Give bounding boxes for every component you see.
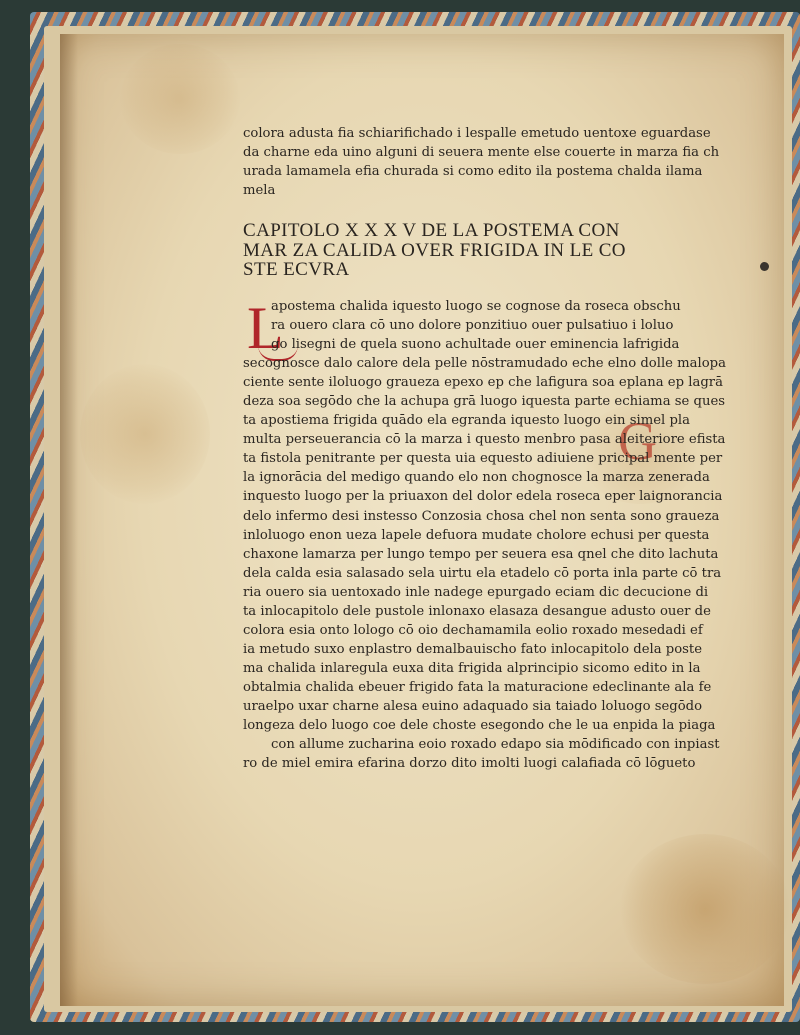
- text-line: ta fistola penitrante per questa uia equesto adiuiene pricipal mente per: [243, 451, 723, 467]
- heading-line: STE ECVRA: [243, 259, 350, 280]
- text-line: uraelpo uxar charne alesa euino adaquado sia taiado loluogo segōdo: [243, 698, 703, 714]
- text-line: ia metudo suxo enplastro demalbauischo fato inlocapitolo dela poste: [243, 641, 703, 657]
- text-line: con allume zucharina eoio roxado edapo sia mōdificado con inpiast: [271, 737, 720, 753]
- text-line: ciente sente iloluogo graueza epexo ep che lafigura soa eplana ep lagrā: [243, 375, 723, 391]
- text-line: chaxone lamarza per lungo tempo per seuera esa qnel che dito lachuta: [243, 546, 719, 562]
- chapter-heading: [243, 221, 693, 280]
- chapter-body: [243, 297, 726, 773]
- text-line: mela: [243, 183, 276, 198]
- text-line: go lisegni de quela suono achultade ouer eminencia lafrigida: [271, 337, 680, 353]
- text-line: da charne eda uino alguni di seuera mente else couerte in marza fia ch: [243, 145, 720, 160]
- text-line: inquesto luogo per la priuaxon del dolor edela roseca eper laignorancia: [243, 489, 723, 505]
- side-rubric-initial: G: [618, 411, 657, 471]
- foxing-stain: [80, 364, 210, 504]
- text-line: secognosce dalo calore dela pelle nōstramudado eche elno dolle malopa: [243, 356, 726, 372]
- ink-dot-icon: [760, 262, 769, 271]
- foxing-stain: [620, 834, 790, 984]
- text-line: longeza delo luogo coe dele choste esegondo che le ua enpida la piaga: [243, 718, 716, 734]
- text-line: ta inlocapitolo dele pustole inlonaxo elasaza desangue adusto ouer de: [243, 603, 711, 619]
- text-line: multa perseuerancia cō la marza i questo menbro pasa aleiteriore efista: [243, 432, 726, 448]
- text-line: ta apostiema frigida quādo ela egranda iquesto luogo ein simel pla: [243, 413, 690, 429]
- text-line: ria ouero sia uentoxado inle nadege epurgado eciam dic decucione di: [243, 584, 709, 600]
- text-line: delo infermo desi instesso Conzosia chosa chel non senta sono graueza: [243, 508, 720, 524]
- text-line: apostema chalida iquesto luogo se cognose da roseca obschu: [271, 299, 681, 314]
- text-line: la ignorācia del medigo quando elo non chognosce la marza zenerada: [243, 470, 710, 486]
- text-line: colora adusta fia schiarifichado i lespalle emetudo uentoxe eguardase: [243, 126, 711, 141]
- heading-line: MAR ZA CALIDA OVER FRIGIDA IN LE CO: [243, 239, 626, 261]
- text-line: obtalmia chalida ebeuer frigido fata la maturacione edeclinante ala fe: [243, 679, 712, 695]
- heading-line: CAPITOLO X X X V DE LA POSTEMA CON: [243, 220, 620, 241]
- binding-shadow: [60, 34, 78, 1006]
- text-line: urada lamamela efia churada si como edito ila postema chalda ilama: [243, 164, 703, 179]
- intro-paragraph: [243, 124, 720, 200]
- text-line: dela calda esia salasado sela uirtu ela etadelo cō porta inla parte cō tra: [243, 565, 722, 581]
- text-line: colora esia onto lologo cō oio dechamamila eolio roxado mesedadi ef: [243, 622, 703, 638]
- foxing-stain: [120, 44, 240, 154]
- text-line: ro de miel emira efarina dorzo dito imolti luogi calafiada cō lōgueto: [243, 756, 696, 772]
- text-line: deza soa segōdo che la achupa grā luogo iquesta parte echiama se ques: [243, 394, 726, 410]
- text-line: inloluogo enon ueza lapele defuora mudate cholore echusi per questa: [243, 527, 710, 543]
- rubricated-initial: L: [247, 295, 284, 361]
- text-line: ra ouero clara cō uno dolore ponzitiuo ouer pulsatiuo i loluo: [271, 318, 674, 334]
- text-line: ma chalida inlaregula euxa dita frigida alprincipio sicomo edito in la: [243, 660, 701, 676]
